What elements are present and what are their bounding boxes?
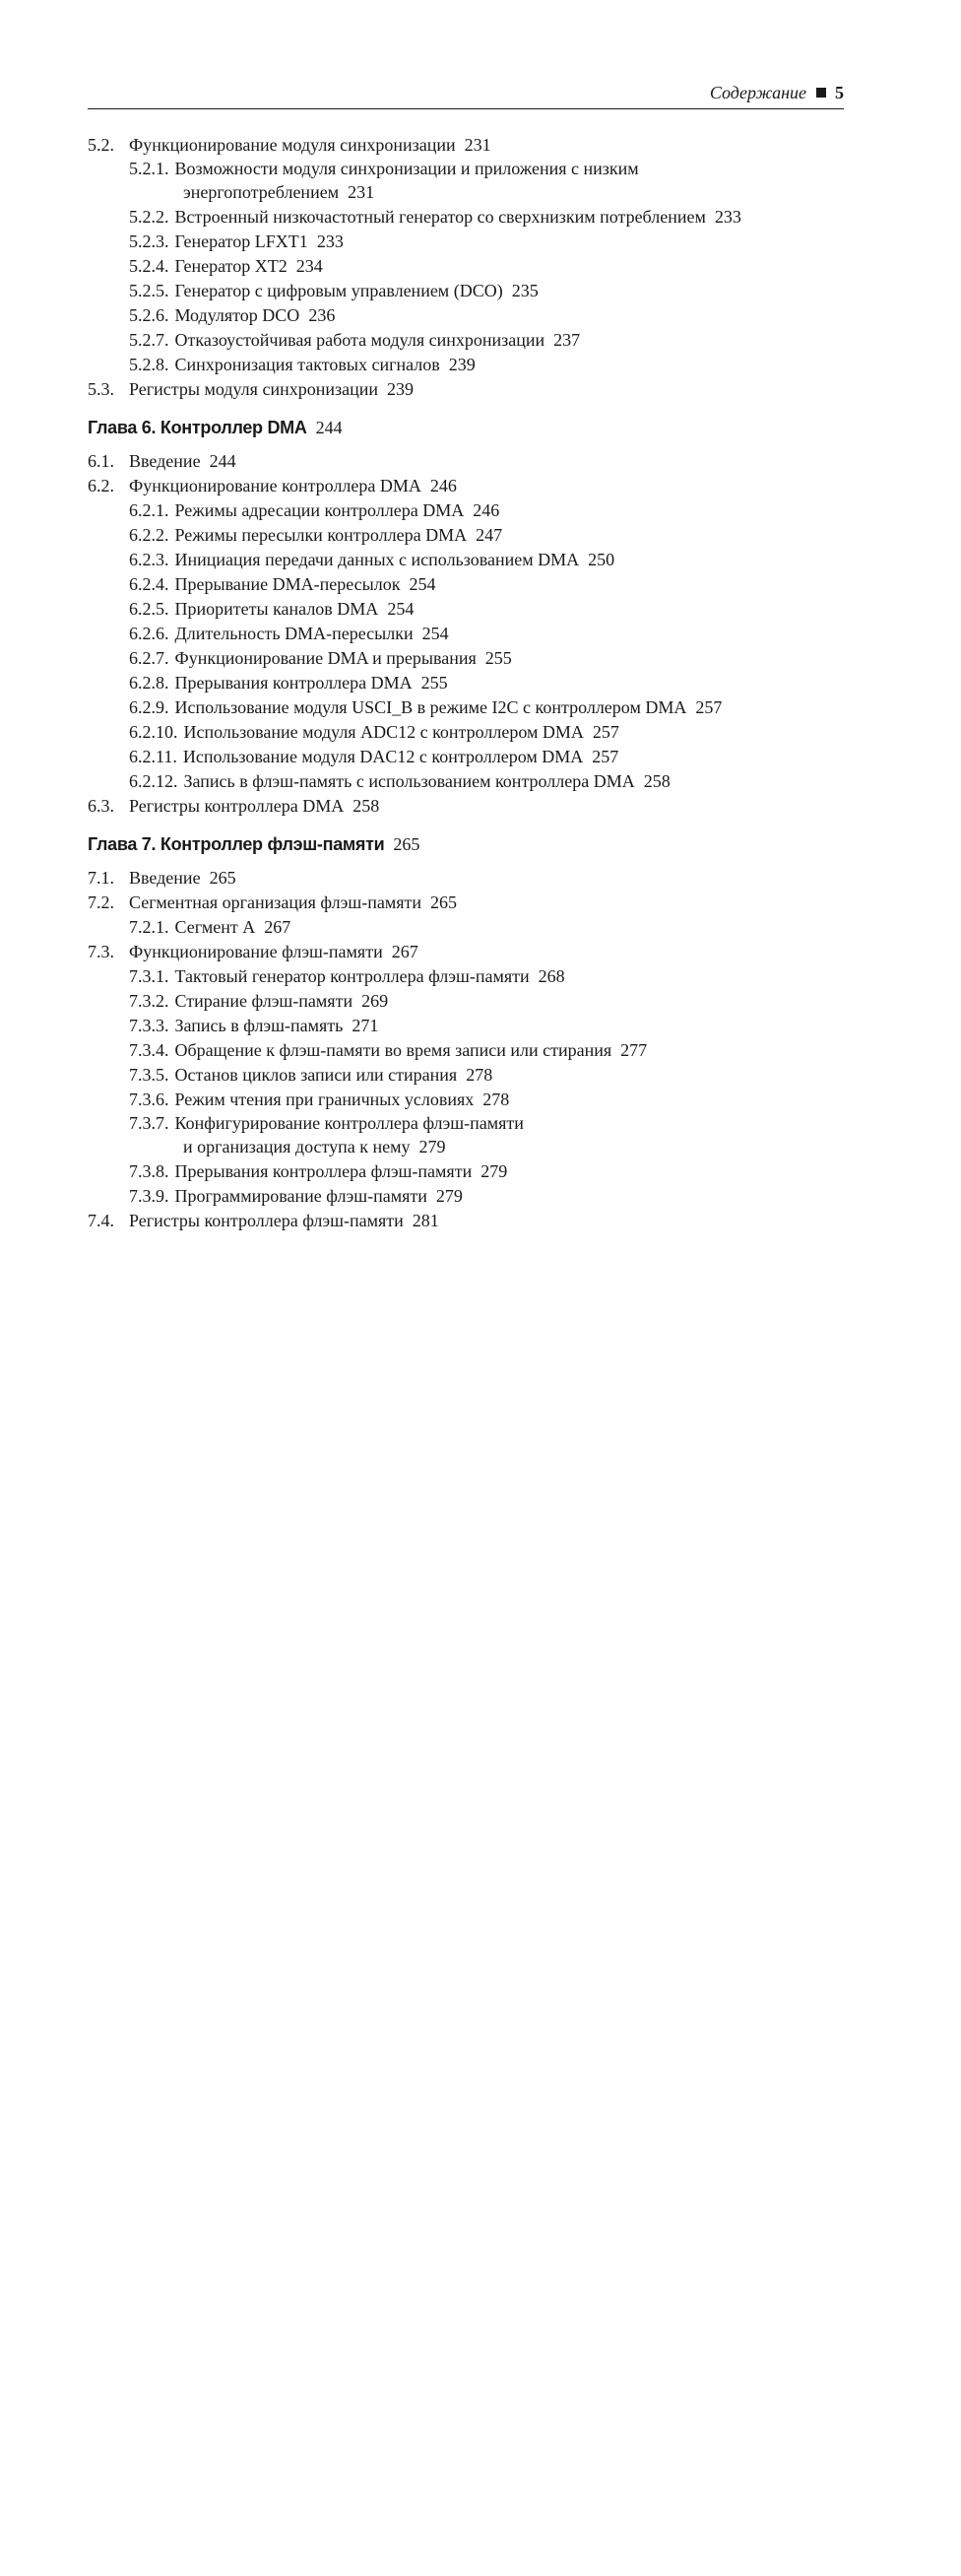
toc-entry-page: 258 [352,796,380,816]
running-header-title: Содержание [709,83,806,102]
toc-entry-page: 239 [448,355,476,374]
toc-entry-number: 7.3.2. [129,991,169,1011]
toc-entry-title-continued: энергопотреблением [183,182,340,202]
toc-entry[interactable] [88,866,844,891]
toc-entry-title: Регистры модуля синхронизации [129,379,378,399]
toc-entry-title: Регистры контроллера DMA [129,796,345,816]
toc-entry-page: 265 [430,892,457,912]
toc-entry-page: 279 [480,1161,508,1181]
toc-entry-page: 234 [295,256,323,276]
toc-entry[interactable] [88,377,844,402]
toc-entry-title: Останов циклов записи или стирания [174,1065,458,1085]
toc-entry-title: Генератор XT2 [174,256,288,276]
toc-entry-page: 268 [538,966,565,986]
toc-entry-page: 231 [464,135,491,155]
toc-entry-page: 235 [511,281,539,300]
running-header [88,81,844,104]
toc-entry-number: 7.4. [88,1211,114,1230]
toc-entry-page: 231 [348,182,375,202]
toc-entry-page: 267 [391,942,418,961]
toc-entry-number: 6.2.8. [129,673,169,693]
table-of-contents [88,133,844,1233]
toc-entry-title: Модулятор DCO [174,305,300,325]
toc-entry-number: 7.3.7. [129,1113,169,1133]
toc-entry-number: 7.2. [88,892,114,912]
toc-entry-title: Тактовый генератор контроллера флэш-памяти [174,966,530,986]
toc-entry-title: Отказоустойчивая работа модуля синхронизации [174,330,545,350]
toc-entry[interactable] [88,1063,844,1088]
toc-entry-number: 6.2. [88,476,114,495]
toc-entry[interactable] [88,572,844,597]
toc-entry-number: 7.3.5. [129,1065,169,1085]
toc-entry-title: Прерывания контроллера DMA [174,673,413,693]
toc-entry-title: Обращение к флэш-памяти во время записи или стирания [174,1040,612,1060]
toc-entry-page: 244 [209,451,236,471]
toc-entry-page: 246 [429,476,457,495]
toc-entry-number: 5.2.3. [129,231,169,251]
square-bullet-icon [816,88,826,98]
toc-entry-number: 7.3.8. [129,1161,169,1181]
toc-entry-title: Функционирование модуля синхронизации [129,135,456,155]
toc-entry-title: Инициация передачи данных с использованием DMA [174,550,580,569]
toc-entry-number: 6.2.2. [129,525,169,545]
toc-entry-title: Функционирование DMA и прерывания [174,648,477,668]
page-number: 5 [835,83,844,102]
toc-entry-number: 6.2.11. [129,747,177,766]
toc-entry-number: 6.2.5. [129,599,169,619]
toc-entry-page: 254 [421,624,449,643]
toc-entry-number: 7.3.9. [129,1186,169,1206]
toc-entry-page: 233 [714,207,741,227]
toc-entry-title: Введение [129,868,201,888]
toc-entry-title: Использование модуля DAC12 с контроллером DMA [182,747,584,766]
toc-entry-title: Возможности модуля синхронизации и приложения с низким [174,159,639,178]
toc-entry-title: Функционирование флэш-памяти [129,942,383,961]
toc-entry-number: 6.2.1. [129,500,169,520]
toc-entry[interactable] [88,449,844,474]
toc-entry[interactable] [88,1184,844,1209]
toc-entry[interactable] [88,254,844,279]
toc-entry-number: 6.2.3. [129,550,169,569]
toc-entry-title: Использование модуля USCI_B в режиме I2C с контроллером DMA [174,697,687,717]
toc-entry-number: 5.3. [88,379,114,399]
toc-entry-page: 265 [209,868,236,888]
toc-entry-title-continued: и организация доступа к нему [183,1137,411,1156]
toc-entry-page: 277 [620,1040,648,1060]
toc-entry-title: Запись в флэш-память [174,1016,344,1035]
toc-chapter-title: Глава 7. Контроллер флэш-памяти [88,834,385,854]
toc-entry-page: 237 [553,330,581,350]
toc-entry-page: 267 [264,917,291,937]
toc-entry-page: 233 [316,231,344,251]
toc-entry-page: 254 [387,599,415,619]
toc-entry-number: 5.2.1. [129,159,169,178]
toc-entry-page: 279 [435,1186,463,1206]
toc-entry-page: 236 [308,305,336,325]
toc-entry[interactable] [88,794,844,819]
toc-entry-page: 269 [361,991,389,1011]
toc-entry-number: 7.2.1. [129,917,169,937]
toc-entry-page: 254 [409,574,436,594]
toc-entry-page: 244 [315,418,343,437]
toc-entry-number: 5.2.4. [129,256,169,276]
toc-entry-title: Программирование флэш-памяти [174,1186,427,1206]
toc-entry-title: Конфигурирование контроллера флэш-памяти [174,1113,524,1133]
toc-entry-number: 5.2.6. [129,305,169,325]
toc-entry-title: Режимы адресации контроллера DMA [174,500,465,520]
toc-entry[interactable] [88,891,844,915]
toc-entry-number: 5.2.8. [129,355,169,374]
toc-entry-number: 6.2.6. [129,624,169,643]
toc-entry-number: 7.3.1. [129,966,169,986]
toc-entry-title: Сегмент A [174,917,256,937]
toc-entry-title: Запись в флэш-память с использованием контроллера DMA [183,771,635,791]
toc-entry-number: 7.3.4. [129,1040,169,1060]
toc-entry-page: 246 [473,500,500,520]
toc-entry-title: Использование модуля ADC12 с контроллером DMA [183,722,584,742]
toc-entry-page: 258 [643,771,671,791]
toc-entry-page: 278 [466,1065,493,1085]
toc-entry-title: Режимы пересылки контроллера DMA [174,525,468,545]
toc-entry-page: 265 [393,834,420,854]
toc-entry-number: 6.2.7. [129,648,169,668]
toc-entry-page: 279 [418,1137,446,1156]
toc-entry-title: Генератор с цифровым управлением (DCO) [174,281,503,300]
toc-entry[interactable] [88,353,844,377]
toc-entry[interactable] [88,303,844,328]
toc-entry[interactable] [88,230,844,254]
toc-entry[interactable] [88,989,844,1014]
toc-entry-title: Приоритеты каналов DMA [174,599,379,619]
toc-entry[interactable] [88,1209,844,1233]
toc-entry-title: Сегментная организация флэш-памяти [129,892,421,912]
toc-entry-title: Прерывания контроллера флэш-памяти [174,1161,473,1181]
toc-entry-page: 247 [476,525,503,545]
toc-entry[interactable] [88,940,844,964]
toc-entry-number: 7.3.6. [129,1090,169,1109]
toc-chapter-entry[interactable] [88,416,844,440]
toc-entry-title: Длительность DMA-пересылки [174,624,414,643]
toc-entry-number: 6.2.9. [129,697,169,717]
toc-entry-page: 278 [482,1090,510,1109]
toc-entry[interactable] [88,474,844,498]
toc-entry-number: 5.2.7. [129,330,169,350]
toc-entry-title: Функционирование контроллера DMA [129,476,421,495]
toc-entry[interactable] [88,133,844,158]
toc-entry-number: 7.3. [88,942,114,961]
toc-entry-page: 281 [412,1211,439,1230]
toc-entry-page: 250 [588,550,615,569]
toc-entry-page: 239 [386,379,414,399]
toc-entry-title: Регистры контроллера флэш-памяти [129,1211,404,1230]
toc-entry[interactable] [88,597,844,622]
toc-entry-number: 6.3. [88,796,114,816]
toc-chapter-title: Глава 6. Контроллер DMA [88,418,307,437]
toc-entry[interactable] [88,1014,844,1038]
toc-entry-page: 257 [695,697,723,717]
toc-entry-page: 257 [592,747,619,766]
toc-entry[interactable] [88,671,844,695]
toc-entry-number: 6.1. [88,451,114,471]
toc-entry-number: 7.3.3. [129,1016,169,1035]
toc-entry[interactable] [88,622,844,646]
header-rule [88,108,844,109]
toc-entry-title: Режим чтения при граничных условиях [174,1090,475,1109]
toc-entry-title: Генератор LFXT1 [174,231,308,251]
toc-entry-title: Введение [129,451,201,471]
toc-entry-title: Прерывание DMA-пересылок [174,574,401,594]
toc-entry-number: 5.2.5. [129,281,169,300]
toc-entry-number: 5.2. [88,135,114,155]
toc-entry-number: 6.2.12. [129,771,178,791]
toc-entry-number: 5.2.2. [129,207,169,227]
toc-entry-title: Синхронизация тактовых сигналов [174,355,440,374]
toc-entry-number: 6.2.4. [129,574,169,594]
toc-entry-page: 255 [484,648,512,668]
toc-entry-title: Встроенный низкочастотный генератор со сверхнизким потреблением [174,207,706,227]
toc-entry-number: 6.2.10. [129,722,178,742]
toc-entry-title: Стирание флэш-памяти [174,991,353,1011]
toc-entry-page: 255 [420,673,448,693]
toc-entry-page: 257 [592,722,619,742]
toc-chapter-entry[interactable] [88,832,844,857]
toc-entry[interactable] [88,915,844,940]
toc-entry-number: 7.1. [88,868,114,888]
toc-entry-page: 271 [352,1016,379,1035]
